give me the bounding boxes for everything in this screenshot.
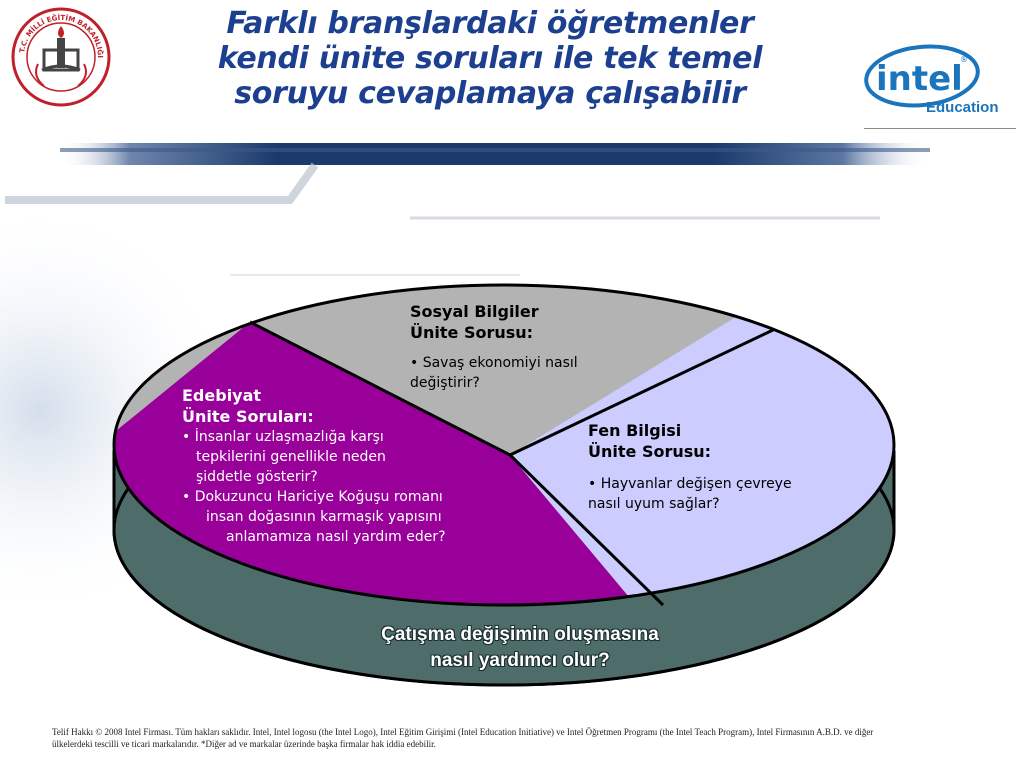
fen-heading-1: Fen Bilgisi (588, 421, 682, 440)
title-line-2: kendi ünite soruları ile tek temel (217, 41, 763, 76)
fen-question-l1: • Hayvanlar değişen çevreye (588, 476, 792, 492)
edebiyat-heading-1: Edebiyat (182, 386, 262, 405)
footer-line-2: ülkelerdeki tescilli ve ticari markalarıdır. *Diğer ad ve markalar üzerinde başka firmalar hak iddia edebilir. (52, 739, 436, 749)
edebiyat-q2-l1: • Dokuzuncu Hariciye Koğuşu romanı (182, 489, 443, 505)
edebiyat-q1-l2: tepkilerini genellikle neden (196, 449, 386, 465)
fen-bilgisi-block (588, 420, 792, 514)
fen-question-l2: nasıl uyum sağlar? (588, 496, 720, 512)
central-question-line-1: Çatışma değişimin oluşmasına (381, 624, 659, 645)
edebiyat-q2-l2: insan doğasının karmaşık yapısını (206, 509, 442, 525)
svg-text:®: ® (960, 55, 968, 64)
svg-text:T.C. MİLLİ EĞİTİM BAKANLIĞI: T.C. MİLLİ EĞİTİM BAKANLIĞI (18, 13, 105, 59)
sosyal-heading-2: Ünite Sorusu: (410, 323, 534, 342)
edebiyat-q1-l3: şiddetle gösterir? (196, 469, 318, 485)
sosyal-question-l1: • Savaş ekonomiyi nasıl (410, 355, 578, 371)
edebiyat-block (182, 385, 446, 547)
intel-wordmark: intel (876, 59, 963, 99)
footer-line-1: Telif Hakkı © 2008 Intel Firması. Tüm hakları saklıdır. Intel, Intel logosu (the Intel Logo), Intel Eğitim Girişimi (Intel Education Initiative) ve Intel Öğretmen Programı (the Intel Teach Program), Intel Firmasının A.B.D. ve diğer (52, 727, 874, 737)
copyright-footer (52, 726, 1002, 750)
central-question-line-2: nasıl yardımcı olur? (430, 650, 610, 671)
edebiyat-q2-l3: anlamamıza nasıl yardım eder? (226, 529, 446, 545)
edebiyat-heading-2: Ünite Soruları: (182, 407, 314, 426)
education-wordmark: Education (926, 99, 999, 116)
sosyal-heading-1: Sosyal Bilgiler (410, 302, 539, 321)
edebiyat-q1-l1: • İnsanlar uzlaşmazlığa karşı (182, 429, 384, 445)
central-question (300, 622, 740, 674)
fen-heading-2: Ünite Sorusu: (588, 442, 712, 461)
title-line-3: soruyu cevaplamaya çalışabilir (234, 76, 746, 111)
sosyal-question-l2: değiştirir? (410, 375, 480, 391)
title-line-1: Farklı branşlardaki öğretmenler (226, 6, 754, 41)
sosyal-bilgiler-block (410, 301, 578, 393)
